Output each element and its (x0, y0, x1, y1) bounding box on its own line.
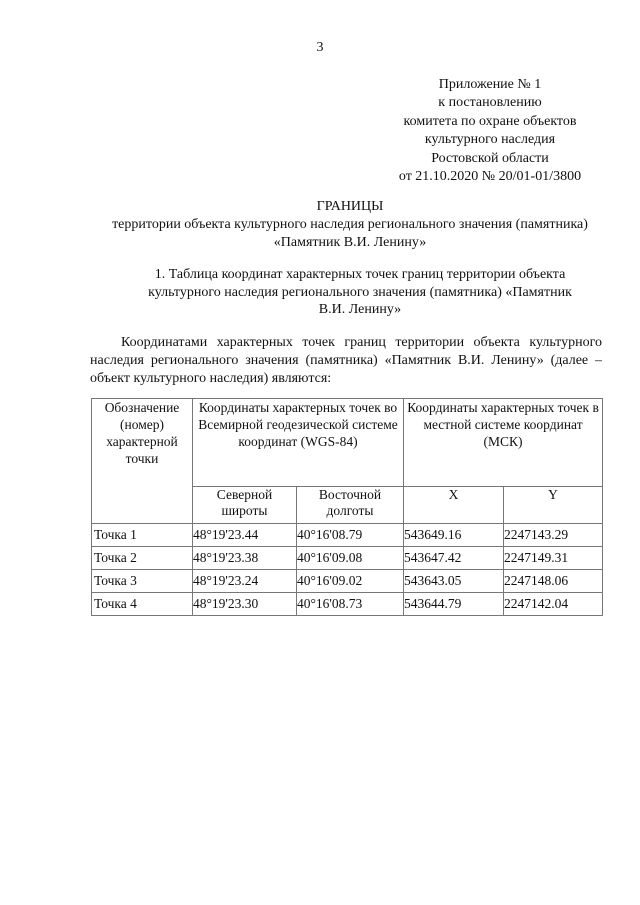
x-cell: 543649.16 (404, 524, 504, 547)
y-cell: 2247143.29 (504, 524, 603, 547)
point-name: Точка 1 (92, 524, 193, 547)
longitude-cell: 40°16'09.02 (297, 570, 404, 593)
longitude-cell: 40°16'08.79 (297, 524, 404, 547)
y-cell: 2247149.31 (504, 547, 603, 570)
subheader-north-latitude: Северной широты (193, 487, 297, 524)
x-cell: 543644.79 (404, 593, 504, 616)
point-name: Точка 2 (92, 547, 193, 570)
x-cell: 543647.42 (404, 547, 504, 570)
latitude-cell: 48°19'23.38 (193, 547, 297, 570)
subheader-y: Y (504, 487, 603, 524)
header-point-designation: Обозначение (номер) характерной точки (92, 399, 193, 487)
appendix-line: культурного наследия (424, 132, 556, 148)
latitude-cell: 48°19'23.44 (193, 524, 297, 547)
longitude-cell: 40°16'08.73 (297, 593, 404, 616)
subheader-east-longitude: Восточной долготы (297, 487, 404, 524)
appendix-line: от 21.10.2020 № 20/01-01/3800 (398, 169, 582, 185)
table-row (92, 524, 603, 547)
appendix-line: комитета по охране объектов (403, 113, 577, 129)
y-cell: 2247142.04 (504, 593, 603, 616)
section-title-line: культурного наследия регионального значения (памятника) «Памятник (148, 284, 572, 300)
heading-subtitle: территории объекта культурного наследия регионального значения (памятника) (112, 217, 588, 232)
table-row (92, 570, 603, 593)
latitude-cell: 48°19'23.30 (193, 593, 297, 616)
appendix-line: к постановлению (438, 95, 542, 111)
appendix-block (380, 76, 600, 186)
page-number: 3 (316, 40, 324, 55)
point-name: Точка 3 (92, 570, 193, 593)
intro-paragraph: Координатами характерных точек границ территории объекта культурного наследия регионального значения (памятника) «Памятник В.И. Ленину» (далее – объект культурного наследия) являются: (90, 335, 602, 386)
document-heading (60, 198, 640, 252)
coordinates-table (91, 398, 603, 616)
point-name: Точка 4 (92, 593, 193, 616)
table-row (92, 593, 603, 616)
section-title-line: В.И. Ленину» (318, 302, 402, 317)
x-cell: 543643.05 (404, 570, 504, 593)
header-msk: Координаты характерных точек в местной системе координат (МСК) (404, 399, 603, 487)
header-blank-cell (92, 487, 193, 524)
appendix-line: Ростовской области (431, 150, 549, 166)
appendix-line: Приложение № 1 (438, 77, 542, 92)
subheader-x: X (404, 487, 504, 524)
header-wgs84: Координаты характерных точек во Всемирной геодезической системе координат (WGS-84) (193, 399, 404, 487)
heading-title: ГРАНИЦЫ (316, 199, 384, 214)
y-cell: 2247148.06 (504, 570, 603, 593)
section-title-line: 1. Таблица координат характерных точек границ территории объекта (154, 267, 566, 282)
longitude-cell: 40°16'09.08 (297, 547, 404, 570)
latitude-cell: 48°19'23.24 (193, 570, 297, 593)
table-row (92, 547, 603, 570)
section-title (100, 266, 620, 319)
heading-object-name: «Памятник В.И. Ленину» (273, 235, 427, 250)
